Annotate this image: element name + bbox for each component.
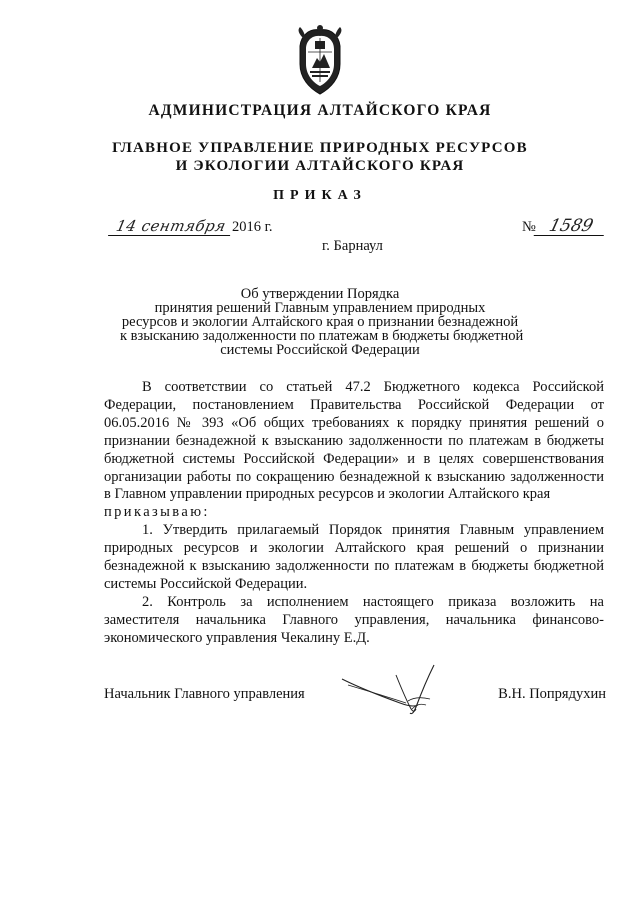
- order-item-1: 1. Утвердить прилагаемый Порядок принятия Главным управлением природных ресурсов и экологии Алтайского края решений о признании безнадежной к взысканию задолженности по платежам в бюджеты бюджетной системы Российской Федерации.: [104, 522, 604, 592]
- handwritten-signature-icon: [338, 657, 448, 717]
- order-body: [104, 379, 604, 648]
- administration-title: АДМИНИСТРАЦИЯ АЛТАЙСКОГО КРАЯ: [148, 102, 492, 119]
- subject-line: к взысканию задолженности по платежам в бюджеты бюджетной: [120, 328, 524, 344]
- signatory-name: В.Н. Попрядухин: [498, 686, 606, 702]
- subject-line: ресурсов и экологии Алтайского края о признании безнадежной: [121, 314, 519, 330]
- city: г. Барнаул: [322, 238, 383, 254]
- subject-line: системы Российской Федерации: [220, 342, 420, 358]
- order-item-2: 2. Контроль за исполнением настоящего приказа возложить на заместителя начальника Главного управления, начальника финансово-экономического управления Чекалину Е.Д.: [104, 593, 604, 646]
- department-title: [0, 139, 640, 175]
- signatory-title: Начальник Главного управления: [104, 686, 305, 702]
- document-type: ПРИКАЗ: [273, 188, 367, 203]
- order-subject: [120, 286, 524, 358]
- number-prefix: №: [522, 219, 536, 235]
- handwritten-number: 1589: [533, 217, 608, 236]
- date-year: 2016 г.: [232, 219, 273, 235]
- subject-line: Об утверждении Порядка: [240, 286, 400, 302]
- order-word: приказываю:: [104, 504, 210, 521]
- handwritten-date: 14 сентября: [108, 217, 234, 236]
- coat-of-arms-icon: [291, 24, 349, 96]
- subject-line: принятия решений Главным управлением природных: [154, 300, 486, 316]
- department-line-2: И ЭКОЛОГИИ АЛТАЙСКОГО КРАЯ: [175, 158, 465, 174]
- preamble: В соответствии со статьей 47.2 Бюджетного кодекса Российской Федерации, постановлением Правительства Российской Федерации от 06.05.2016 № 393 «Об общих требованиях к порядку принятия решений о признании безнадежной к взысканию задолженности по платежам в бюджеты бюджетной системы Российской Федерации» и в целях совершенствования организации работы по сокращению безнадежной к взысканию задолженности в Главном управлении природных ресурсов и экологии Алтайского края: [104, 379, 604, 503]
- department-line-1: ГЛАВНОЕ УПРАВЛЕНИЕ ПРИРОДНЫХ РЕСУРСОВ: [112, 140, 528, 156]
- order-date: [110, 217, 273, 236]
- order-number: [522, 217, 606, 236]
